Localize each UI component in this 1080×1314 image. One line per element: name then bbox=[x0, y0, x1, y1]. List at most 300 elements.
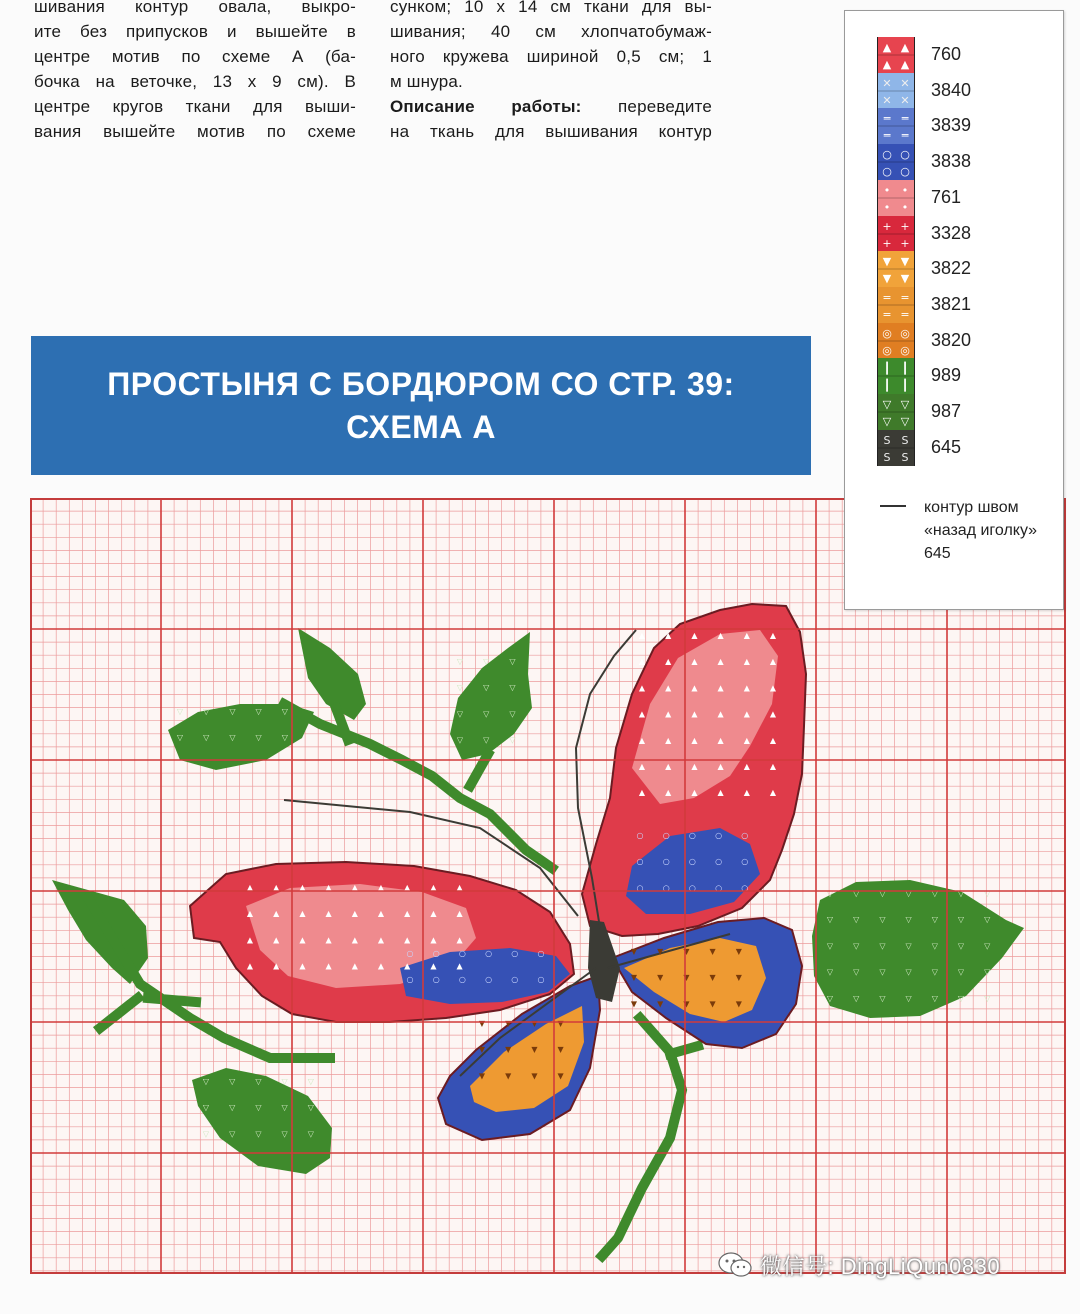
stitch-symbol: ▲ bbox=[665, 788, 672, 798]
legend-symbol: ═ bbox=[901, 129, 909, 143]
legend-symbol: ═ bbox=[901, 112, 909, 126]
description-text: переведите bbox=[581, 97, 712, 116]
stitch-symbol: ▲ bbox=[717, 657, 724, 667]
stitch-symbol: ○ bbox=[741, 883, 749, 893]
scheme-title-banner bbox=[31, 336, 811, 475]
stitch-symbol: ▲ bbox=[665, 683, 672, 693]
legend-symbol-icon bbox=[878, 358, 914, 394]
legend-symbol: ▲ bbox=[882, 58, 892, 71]
stitch-symbol: ▲ bbox=[691, 709, 698, 719]
stitch-symbol: ▼ bbox=[531, 1071, 538, 1081]
stitch-symbol: ▲ bbox=[273, 909, 280, 919]
stitch-symbol: ▲ bbox=[691, 631, 698, 640]
legend-code: 761 bbox=[931, 186, 962, 207]
legend-symbol: ▼ bbox=[882, 272, 892, 286]
stitch-symbol: ▲ bbox=[769, 683, 777, 693]
stitch-symbol: ▲ bbox=[638, 762, 646, 771]
legend-symbol: + bbox=[882, 219, 892, 233]
stitch-symbol: ▲ bbox=[743, 735, 750, 745]
stitch-symbol: ▲ bbox=[717, 762, 724, 771]
legend-symbol: ═ bbox=[883, 112, 891, 126]
stitch-symbol: ▽ bbox=[826, 967, 834, 977]
stitch-symbol: ▲ bbox=[691, 683, 698, 693]
stitch-symbol: ▲ bbox=[351, 883, 358, 892]
stitch-symbol: ▽ bbox=[957, 889, 965, 898]
legend-symbol: ✕ bbox=[900, 93, 910, 107]
stitch-symbol: ▲ bbox=[351, 961, 358, 971]
legend-symbol: ○ bbox=[900, 148, 910, 162]
stitch-symbol: ▲ bbox=[717, 683, 724, 693]
stitch-symbol: ▽ bbox=[229, 1077, 236, 1086]
stitch-symbol: ▲ bbox=[769, 735, 777, 745]
legend-symbol: • bbox=[883, 200, 891, 214]
legend-symbol-icon bbox=[878, 108, 914, 144]
wechat-watermark bbox=[718, 1250, 1000, 1280]
legend-item-989 bbox=[877, 358, 1057, 394]
legend-symbol: ═ bbox=[883, 129, 891, 143]
text-line: шивания контур овала, выкро- bbox=[34, 0, 356, 16]
stitch-symbol: ▲ bbox=[377, 909, 385, 919]
backstitch-note-line1: контур швом bbox=[924, 499, 1019, 516]
stitch-symbol: ▲ bbox=[246, 961, 254, 971]
legend-symbol: • bbox=[901, 200, 909, 214]
stitch-symbol: ▲ bbox=[325, 935, 332, 945]
stitch-symbol: ▲ bbox=[456, 961, 463, 971]
stitch-symbol: ▽ bbox=[483, 735, 490, 745]
legend-swatch bbox=[877, 73, 915, 109]
stitch-symbol: ▽ bbox=[879, 915, 886, 925]
legend-item-3839 bbox=[877, 108, 1057, 144]
stitch-symbol: ▼ bbox=[630, 999, 638, 1009]
stitch-symbol: ▽ bbox=[879, 993, 886, 1003]
legend-symbol: S bbox=[883, 433, 891, 447]
stitch-symbol: ▲ bbox=[456, 935, 463, 945]
legend-swatch bbox=[877, 358, 915, 394]
stitch-symbol: ▽ bbox=[853, 915, 860, 925]
legend-code: 3328 bbox=[931, 222, 972, 243]
legend-symbol: S bbox=[883, 450, 891, 464]
stitch-symbol: ▽ bbox=[931, 993, 938, 1003]
stitch-symbol: ▽ bbox=[905, 993, 912, 1003]
stitch-symbol: ▽ bbox=[255, 1077, 262, 1086]
legend-code: 987 bbox=[931, 401, 962, 421]
stitch-symbol: ▼ bbox=[557, 1019, 564, 1028]
legend-swatch bbox=[877, 144, 915, 180]
stitch-symbol: ▲ bbox=[691, 657, 698, 667]
stitch-symbol: ▲ bbox=[325, 909, 332, 919]
legend-symbol: ▲ bbox=[900, 41, 910, 54]
stitch-symbol: ▲ bbox=[351, 935, 358, 945]
stitch-symbol: ○ bbox=[715, 883, 723, 893]
stitch-symbol: ▼ bbox=[630, 973, 638, 983]
stitch-symbol: ▲ bbox=[638, 709, 646, 719]
stitch-symbol: ▲ bbox=[456, 909, 463, 919]
stitch-symbol: ▲ bbox=[717, 735, 724, 745]
legend-swatch bbox=[877, 323, 915, 359]
legend-item-3821 bbox=[877, 287, 1057, 323]
stitch-symbol: ○ bbox=[432, 975, 440, 985]
legend-symbol: S bbox=[901, 433, 909, 447]
stitch-symbol: ▲ bbox=[743, 631, 750, 640]
text-line: вания вышейте мотив по схеме bbox=[34, 122, 356, 141]
stitch-symbol: ▲ bbox=[717, 788, 724, 798]
stitch-symbol: ▽ bbox=[456, 683, 464, 693]
stitch-symbol: ▽ bbox=[957, 915, 965, 925]
stitch-symbol: ▽ bbox=[826, 941, 834, 951]
legend-symbol: ▼ bbox=[900, 272, 910, 286]
stitch-symbol: ▽ bbox=[509, 709, 516, 719]
legend-code: 3821 bbox=[931, 293, 972, 314]
legend-symbol: ┃ bbox=[883, 362, 891, 376]
stitch-symbol: ▽ bbox=[203, 733, 210, 743]
stitch-symbol: ▲ bbox=[325, 961, 332, 971]
stitch-symbol: ▼ bbox=[505, 1071, 512, 1081]
stitch-symbol: ○ bbox=[406, 949, 414, 958]
text-line: сунком; 10 х 14 см ткани для вы- bbox=[390, 0, 712, 16]
legend-symbol: S bbox=[901, 450, 909, 464]
legend-symbol: ◎ bbox=[900, 343, 910, 357]
stitch-symbol: ▽ bbox=[853, 993, 860, 1003]
stitch-symbol: ▲ bbox=[377, 883, 385, 892]
stitch-symbol: ▲ bbox=[638, 657, 646, 667]
stitch-symbol: ▽ bbox=[307, 1077, 314, 1086]
stitch-symbol: ▲ bbox=[665, 735, 672, 745]
legend-symbol: ┃ bbox=[901, 379, 909, 393]
stitch-symbol: ○ bbox=[741, 831, 749, 840]
text-line: центре мотив по схеме А (ба- bbox=[34, 47, 356, 66]
stitch-symbol: ▽ bbox=[826, 993, 834, 1003]
stitch-symbol: ▼ bbox=[657, 999, 664, 1009]
legend-symbol: = bbox=[900, 290, 910, 304]
stitch-symbol: ▽ bbox=[281, 1103, 288, 1113]
stitch-symbol: ▼ bbox=[683, 947, 690, 956]
stitch-symbol: ▽ bbox=[826, 915, 834, 925]
stitch-symbol: ▲ bbox=[665, 657, 672, 667]
stitch-symbol: ▼ bbox=[657, 973, 664, 983]
stitch-symbol: ▲ bbox=[273, 935, 280, 945]
legend-symbol: = bbox=[882, 307, 892, 321]
legend-symbol-icon bbox=[878, 323, 914, 359]
legend-symbol-icon bbox=[878, 430, 914, 466]
stitch-symbol: ▲ bbox=[273, 883, 280, 892]
legend-symbol: ○ bbox=[882, 148, 892, 162]
text-line: на ткань для вышивания контур bbox=[390, 122, 712, 141]
stitch-symbol: ○ bbox=[715, 831, 723, 840]
legend-symbol: ┃ bbox=[883, 379, 891, 393]
stitch-symbol: ▲ bbox=[246, 883, 254, 892]
stitch-symbol: ▼ bbox=[735, 947, 742, 956]
legend-code: 645 bbox=[931, 436, 962, 457]
legend-symbol: + bbox=[900, 219, 910, 233]
legend-code: 3822 bbox=[931, 258, 972, 279]
legend-item-987 bbox=[877, 394, 1057, 430]
stitch-symbol: ▽ bbox=[456, 735, 464, 745]
legend-swatch bbox=[877, 287, 915, 323]
stitch-symbol: ▽ bbox=[905, 889, 912, 898]
stitch-symbol: ▲ bbox=[743, 762, 750, 771]
legend-symbol: ○ bbox=[900, 165, 910, 179]
legend-symbol: ▽ bbox=[882, 415, 892, 428]
stitch-symbol: ▽ bbox=[255, 1129, 262, 1139]
stitch-symbol: ○ bbox=[537, 949, 545, 958]
stitch-symbol: ○ bbox=[688, 831, 696, 840]
stitch-symbol: ▽ bbox=[984, 889, 991, 898]
legend-symbol: ┃ bbox=[901, 362, 909, 376]
legend-swatch bbox=[877, 430, 915, 466]
text-line: бочка на веточке, 13 х 9 см). В bbox=[34, 72, 356, 91]
stitch-symbol: ▽ bbox=[984, 967, 991, 977]
stitch-symbol: ○ bbox=[636, 831, 644, 840]
backstitch-note-line2: «назад иголку» bbox=[924, 522, 1038, 539]
stitch-symbol: ▽ bbox=[229, 733, 236, 743]
stitch-symbol: ▽ bbox=[931, 889, 938, 898]
stitch-symbol: ▽ bbox=[509, 657, 516, 666]
legend-item-3840 bbox=[877, 73, 1057, 109]
backstitch-note-line3: 645 bbox=[924, 545, 951, 562]
stitch-symbol: ▽ bbox=[879, 967, 886, 977]
stitch-symbol: ▲ bbox=[769, 657, 777, 667]
stitch-symbol: ▲ bbox=[769, 762, 777, 771]
stitch-symbol: ▲ bbox=[246, 935, 254, 945]
watermark-text: 微信号: DingLiQun0830 bbox=[760, 1253, 1001, 1279]
stitch-symbol: ▽ bbox=[905, 915, 912, 925]
stitch-symbol: ▲ bbox=[638, 735, 646, 745]
legend-item-3328 bbox=[877, 216, 1057, 252]
stitch-symbol: ▲ bbox=[638, 631, 646, 640]
stitch-symbol: ▽ bbox=[229, 1103, 236, 1113]
stitch-symbol: ▽ bbox=[957, 993, 965, 1003]
stitch-symbol: ▲ bbox=[769, 788, 777, 798]
legend-swatch bbox=[877, 251, 915, 287]
stitch-symbol: ○ bbox=[741, 857, 749, 867]
stitch-symbol: ▽ bbox=[826, 889, 834, 898]
stitch-symbol: ▽ bbox=[281, 1077, 288, 1086]
stitch-symbol: ▲ bbox=[456, 883, 463, 892]
legend-item-761 bbox=[877, 180, 1057, 216]
legend-item-645 bbox=[877, 430, 1057, 466]
stitch-symbol: ▽ bbox=[853, 941, 860, 951]
stitch-symbol: ▽ bbox=[483, 683, 490, 693]
stitch-symbol: ▲ bbox=[404, 883, 411, 892]
legend-symbol-icon bbox=[878, 180, 914, 216]
stitch-symbol: ▲ bbox=[430, 961, 437, 971]
legend-code: 760 bbox=[931, 44, 962, 64]
legend-symbol: ▲ bbox=[882, 41, 892, 54]
stitch-symbol: ○ bbox=[662, 857, 670, 867]
stitch-symbol: ▲ bbox=[743, 709, 750, 719]
description-label: Описание работы: bbox=[390, 97, 582, 116]
legend-symbol: ✕ bbox=[882, 76, 892, 90]
legend-item-3820 bbox=[877, 323, 1057, 359]
stitch-symbol: ▼ bbox=[478, 1045, 486, 1055]
stitch-symbol: ▽ bbox=[176, 733, 184, 743]
description-line bbox=[390, 94, 712, 119]
stitch-symbol: ○ bbox=[662, 883, 670, 893]
stitch-symbol: ○ bbox=[511, 975, 519, 985]
stitch-symbol: ▲ bbox=[743, 683, 750, 693]
legend-symbol: • bbox=[883, 183, 891, 197]
stitch-symbol: ▲ bbox=[404, 935, 411, 945]
stitch-symbol: ○ bbox=[537, 975, 545, 985]
stitch-symbol: ▼ bbox=[735, 999, 742, 1009]
cross-stitch-chart bbox=[30, 498, 1066, 1274]
wechat-icon bbox=[718, 1252, 752, 1278]
legend-item-3838 bbox=[877, 144, 1057, 180]
legend-symbol: ▼ bbox=[900, 255, 910, 269]
stitch-symbol: ▲ bbox=[246, 909, 254, 919]
stitch-symbol: ○ bbox=[485, 975, 493, 985]
stitch-symbol: ▼ bbox=[557, 1071, 564, 1081]
stitch-symbol: ▽ bbox=[202, 1129, 210, 1139]
legend-symbol: ○ bbox=[882, 165, 892, 179]
stitch-symbol: ▲ bbox=[717, 709, 724, 719]
stitch-symbol: ▼ bbox=[657, 947, 664, 956]
stitch-symbol: ○ bbox=[406, 975, 414, 985]
stitch-symbol: ▼ bbox=[505, 1019, 512, 1028]
legend-swatch bbox=[877, 394, 915, 430]
stitch-symbol: ▲ bbox=[404, 961, 411, 971]
stitch-symbol: ▽ bbox=[853, 967, 860, 977]
stitch-symbol: ▽ bbox=[483, 709, 490, 719]
stitch-symbol: ▽ bbox=[176, 707, 184, 716]
stitch-symbol: ▲ bbox=[404, 909, 411, 919]
stitch-symbol: ▲ bbox=[743, 788, 750, 798]
stitch-symbol: ▽ bbox=[905, 941, 912, 951]
stitch-symbol: ▽ bbox=[229, 1129, 236, 1139]
legend-symbol-icon bbox=[878, 144, 914, 180]
stitch-symbol: ○ bbox=[688, 883, 696, 893]
stitch-symbol: ▽ bbox=[957, 967, 965, 977]
stitch-symbol: ▼ bbox=[709, 973, 716, 983]
legend-symbol: ✕ bbox=[882, 93, 892, 107]
backstitch-line-sample bbox=[880, 505, 906, 507]
stitch-symbol: ○ bbox=[485, 949, 493, 958]
legend-code: 3840 bbox=[931, 79, 972, 100]
legend-symbol-icon bbox=[878, 251, 914, 287]
stitch-symbol: ▲ bbox=[299, 883, 306, 892]
stitch-symbol: ▼ bbox=[630, 947, 638, 956]
stitch-symbol: ▲ bbox=[691, 762, 698, 771]
stitch-symbol: ▽ bbox=[202, 1077, 210, 1086]
stitch-symbol: ▽ bbox=[255, 1103, 262, 1113]
stitch-symbol: ▽ bbox=[905, 967, 912, 977]
legend-symbol: + bbox=[900, 236, 910, 250]
stitch-symbol: ▲ bbox=[430, 935, 437, 945]
stitch-symbol: ▼ bbox=[683, 973, 690, 983]
legend-swatch bbox=[877, 216, 915, 252]
stitch-symbol: ▲ bbox=[691, 788, 698, 798]
stitch-symbol: ▽ bbox=[879, 889, 886, 898]
stitch-symbol: ▲ bbox=[691, 735, 698, 745]
legend-code: 3838 bbox=[931, 151, 972, 172]
article-right-column bbox=[390, 0, 712, 144]
legend-symbol: + bbox=[882, 236, 892, 250]
legend-symbol: ◎ bbox=[900, 326, 910, 340]
stitch-symbol: ▼ bbox=[478, 1019, 486, 1028]
stitch-symbol: ▲ bbox=[638, 683, 646, 693]
legend-symbol: ▽ bbox=[882, 398, 892, 411]
stitch-symbol: ▽ bbox=[307, 1103, 314, 1113]
legend-symbol-icon bbox=[878, 394, 914, 430]
stitch-symbol: ▽ bbox=[984, 915, 991, 925]
stitch-symbol: ▽ bbox=[509, 683, 516, 693]
stitch-symbol: ▽ bbox=[281, 707, 288, 716]
stitch-symbol: ▼ bbox=[531, 1045, 538, 1055]
legend-item-760 bbox=[877, 37, 1057, 73]
stitch-symbol: ▼ bbox=[709, 999, 716, 1009]
legend-code: 3839 bbox=[931, 115, 972, 136]
stitch-symbol: ▽ bbox=[984, 941, 991, 951]
legend-symbol: ✕ bbox=[900, 76, 910, 90]
stitch-symbol: ▼ bbox=[505, 1045, 512, 1055]
text-line: шивания; 40 см хлопчатобумаж- bbox=[390, 22, 712, 41]
stitch-symbol: ▽ bbox=[229, 707, 236, 716]
stitch-symbol: ○ bbox=[662, 831, 670, 840]
stitch-symbol: ▲ bbox=[325, 883, 332, 892]
legend-symbol: ◎ bbox=[882, 343, 892, 357]
stitch-symbol: ▼ bbox=[557, 1045, 564, 1055]
stitch-symbol: ▲ bbox=[665, 762, 672, 771]
stitch-symbol: ▽ bbox=[879, 941, 886, 951]
stitch-symbol: ▽ bbox=[931, 941, 938, 951]
stitch-symbol: ○ bbox=[432, 949, 440, 958]
stitch-symbol: ▼ bbox=[683, 999, 690, 1009]
legend-symbol: • bbox=[901, 183, 909, 197]
stitch-symbol: ▲ bbox=[299, 935, 306, 945]
stitch-symbol: ▲ bbox=[377, 961, 385, 971]
stitch-symbol: ▼ bbox=[709, 947, 716, 956]
banner-title-line2: СХЕМА А bbox=[346, 408, 496, 445]
text-line: м шнура. bbox=[390, 72, 463, 91]
stitch-symbol: ▲ bbox=[665, 709, 672, 719]
stitch-symbol: ▲ bbox=[665, 631, 672, 640]
stitch-symbol: ▽ bbox=[931, 967, 938, 977]
stitch-symbol: ○ bbox=[458, 949, 466, 958]
stitch-symbol: ▽ bbox=[957, 941, 965, 951]
stitch-symbol: ▽ bbox=[456, 657, 464, 666]
backstitch-note bbox=[924, 496, 1037, 565]
stitch-symbol: ▲ bbox=[769, 709, 777, 719]
stitch-symbol: ▲ bbox=[273, 961, 280, 971]
stitch-symbol: ▲ bbox=[430, 883, 437, 892]
legend-symbol-icon bbox=[878, 216, 914, 252]
stitch-symbol: ○ bbox=[458, 975, 466, 985]
legend-swatch bbox=[877, 180, 915, 216]
article-left-column bbox=[34, 0, 356, 144]
stitch-symbol: ▽ bbox=[255, 707, 262, 716]
stitch-symbol: ▽ bbox=[202, 1103, 210, 1113]
legend-symbol: ▼ bbox=[882, 255, 892, 269]
stitch-symbol: ▽ bbox=[509, 735, 516, 745]
stitch-symbol: ▽ bbox=[307, 1129, 314, 1139]
text-line: ите без припусков и вышейте в bbox=[34, 22, 356, 41]
text-line: ного кружева шириной 0,5 см; 1 bbox=[390, 47, 712, 66]
stitch-symbol: ▽ bbox=[984, 993, 991, 1003]
stitch-symbol: ○ bbox=[688, 857, 696, 867]
stitch-symbol: ▲ bbox=[638, 788, 646, 798]
stitch-symbol: ▼ bbox=[531, 1019, 538, 1028]
stitch-symbol: ▽ bbox=[931, 915, 938, 925]
stitch-symbol: ○ bbox=[511, 949, 519, 958]
stitch-symbol: ▲ bbox=[743, 657, 750, 667]
stitch-symbol: ▼ bbox=[478, 1071, 486, 1081]
stitch-symbol: ▽ bbox=[255, 733, 262, 743]
stitch-symbol: ▲ bbox=[351, 909, 358, 919]
legend-symbol: ◎ bbox=[882, 326, 892, 340]
legend-symbol: ▽ bbox=[900, 415, 910, 428]
legend-item-3822 bbox=[877, 251, 1057, 287]
stitch-symbol: ▽ bbox=[853, 889, 860, 898]
